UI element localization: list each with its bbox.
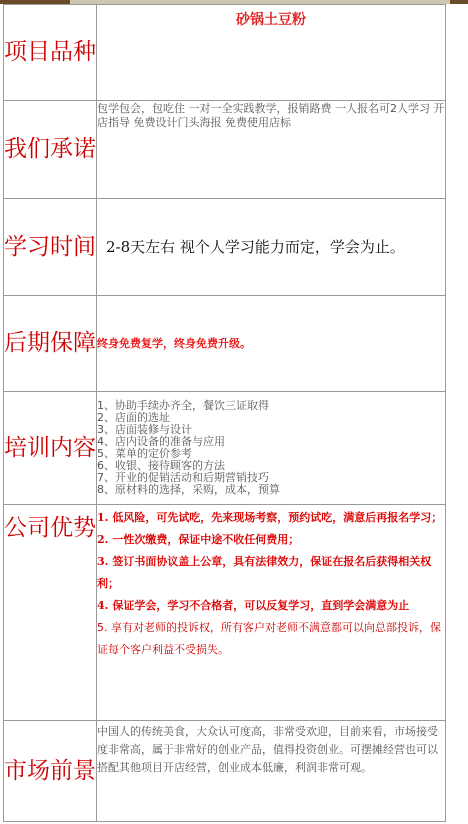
label-market: 市场前景 [4,721,97,822]
training-item: 5、菜单的定价参考 [97,447,192,460]
training-item: 3、店面装修与设计 [97,423,192,436]
label-advantages: 公司优势 [4,505,97,721]
cell-market [97,721,446,822]
cell-guarantee [97,296,446,392]
row-study-time [4,199,446,296]
label-project: 项目品种 [4,5,97,101]
training-item: 2、店面的选址 [97,411,170,424]
row-advantages [4,505,446,721]
training-item: 1、协助手续办齐全，餐饮三证取得 [97,399,269,412]
market-text: 中国人的传统美食，大众认可度高，非常受欢迎，目前来看，市场接受度非常高，属于非常好的创业产品，值得投资创业。可摆摊经营也可以搭配其他项目开店经营，创业成本低廉，利润非常可观。 [97,725,438,774]
advantage-item: 3. 签订书面协议盖上公章，具有法律效力，保证在报名后获得相关权利； [97,555,432,590]
training-item: 6、收银、接待顾客的方法 [97,459,225,472]
advantage-item-last: 5. 享有对老师的投诉权，所有客户对老师不满意都可以向总部投诉，保证每个客户利益不受损失。 [97,621,441,656]
advantage-item: 1. 低风险，可先试吃，先来现场考察，预约试吃，满意后再报名学习； [97,511,443,524]
row-project [4,5,446,101]
project-title: 砂锅土豆粉 [236,12,306,28]
label-promise: 我们承诺 [4,101,97,199]
row-promise [4,101,446,199]
cell-study-time [97,199,446,296]
training-item: 8、原材料的选择，采购，成本，预算 [97,483,280,496]
guarantee-text: 终身免费复学，终身免费升级。 [97,336,251,350]
cell-advantages [97,505,446,721]
cell-promise [97,101,446,199]
row-training [4,392,446,505]
advantage-item: 4. 保证学会，学习不合格者，可以反复学习，直到学会满意为止 [97,599,410,612]
training-item: 7、开业的促销活动和后期营销技巧 [97,471,269,484]
row-guarantee [4,296,446,392]
promise-text: 包学包会，包吃住 一对一全实践教学，报销路费 一人报名可2人学习 开店指导 免费设计门头海报 免费使用店标 [97,102,445,129]
label-study-time: 学习时间 [4,199,97,296]
label-guarantee: 后期保障 [4,296,97,392]
row-market [4,721,446,822]
label-training: 培训内容 [4,392,97,505]
cell-training [97,392,446,505]
advantage-item: 2. 一性次缴费，保证中途不收任何费用； [97,533,300,546]
study-time-text: 2-8天左右 视个人学习能力而定，学会为止。 [106,238,405,256]
course-info-table [3,4,446,822]
cell-project [97,5,446,101]
training-item: 4、店内设备的准备与应用 [97,435,225,448]
